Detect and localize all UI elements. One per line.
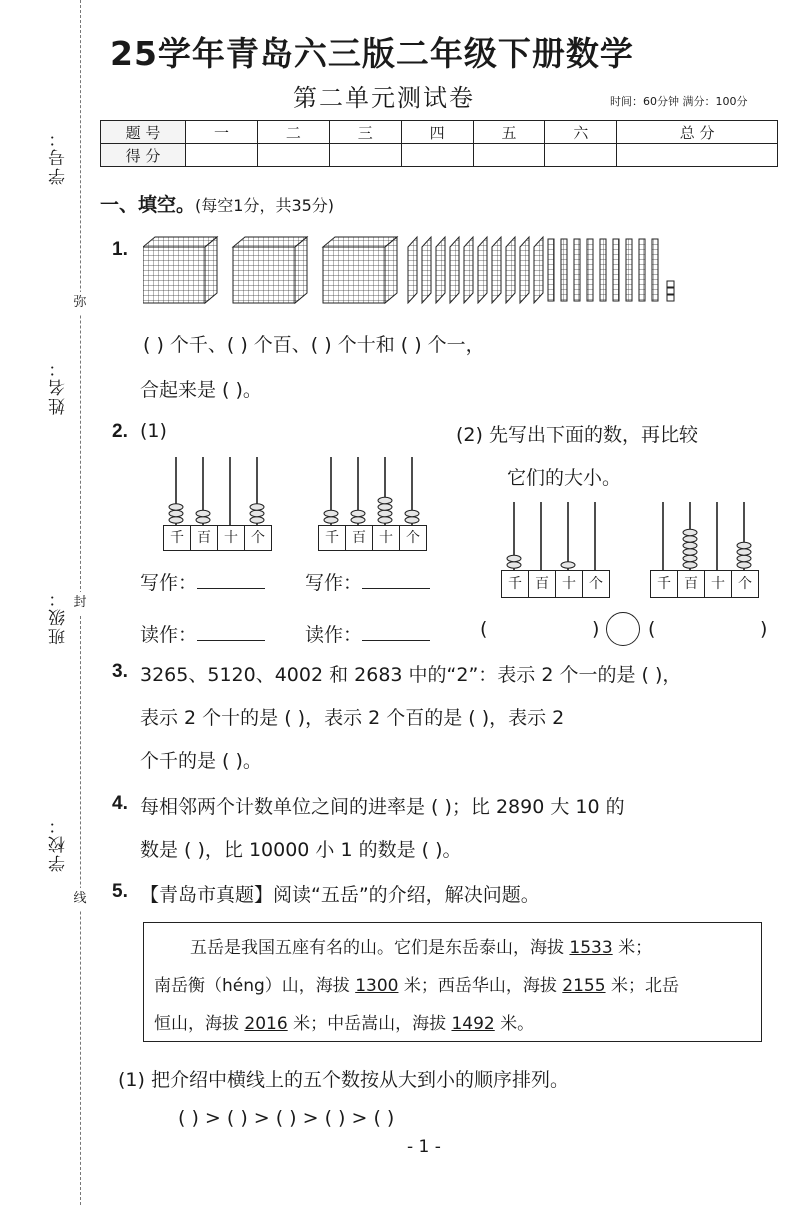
score-table: [100, 120, 778, 167]
answer-blank[interactable]: [197, 622, 265, 641]
passage-box: [143, 922, 762, 1042]
write-label: 写作：: [140, 572, 198, 594]
compare-paren-close: ): [760, 618, 768, 640]
page-title: 25学年青岛六三版二年级下册数学: [110, 34, 634, 73]
question-line: 每相邻两个计数单位之间的进率是 ( )；比 2890 大 10 的: [140, 796, 625, 818]
abacus-bead: [250, 510, 264, 516]
place-label: 百: [346, 526, 373, 550]
place-label: 十: [218, 526, 245, 550]
place-label: 千: [502, 571, 529, 597]
base-ten-blocks: [143, 235, 693, 307]
abacus-bead: [683, 562, 697, 568]
passage-line: 南岳衡（héng）山，海拔 1300 米；西岳华山，海拔 2155 米；北岳: [154, 976, 679, 996]
section-heading: [100, 190, 334, 217]
abacus-rods: [650, 500, 758, 570]
table-cell: 三: [329, 121, 401, 144]
abacus-bead: [737, 555, 751, 561]
seal-char: 封: [69, 592, 91, 614]
unit-cubes: [667, 281, 674, 301]
underlined-number: 2155: [562, 976, 606, 996]
abacus-rods: [501, 500, 609, 570]
question-line: 合起来是 ( )。: [140, 379, 262, 401]
seal-char: 弥: [69, 292, 91, 314]
abacus-bead: [250, 517, 264, 523]
score-cell[interactable]: [545, 144, 617, 167]
abacus-bead: [324, 517, 338, 523]
abacus-bead: [351, 517, 365, 523]
compare-circle[interactable]: [606, 612, 640, 646]
question-line: (1) 把介绍中横线上的五个数按从大到小的顺序排列。: [118, 1069, 569, 1091]
place-label: 十: [556, 571, 583, 597]
place-label: 个: [738, 576, 752, 592]
abacus-bead: [507, 555, 521, 561]
compare-paren-open: (: [480, 618, 488, 640]
abacus-bead: [378, 517, 392, 523]
write-row: [305, 568, 430, 595]
abacus-bead: [737, 542, 751, 548]
underlined-number: 1300: [355, 976, 399, 996]
place-label: 个: [406, 530, 420, 546]
place-label: 百: [191, 526, 218, 550]
abacus-bead: [378, 510, 392, 516]
place-label: 千: [651, 571, 678, 597]
score-cell[interactable]: [186, 144, 258, 167]
seal-char: 线: [69, 888, 91, 910]
underlined-number: 1492: [451, 1014, 495, 1034]
abacus-bead: [169, 510, 183, 516]
table-cell: 四: [401, 121, 473, 144]
question-number: 3.: [112, 661, 128, 682]
compare-paren-open: (: [648, 618, 656, 640]
abacus-bead: [683, 555, 697, 561]
student-id-label: 学号：: [49, 128, 69, 185]
read-label: 读作：: [140, 624, 198, 646]
answer-blank[interactable]: [362, 570, 430, 589]
abacus: [318, 455, 426, 551]
order-answer-line[interactable]: ( ) > ( ) > ( ) > ( ) > ( ): [178, 1107, 395, 1129]
table-cell: 总 分: [617, 121, 778, 144]
table-row: [101, 121, 778, 144]
place-label: 个: [589, 576, 603, 592]
place-label: 千: [164, 526, 191, 550]
abacus-bead: [561, 562, 575, 568]
place-label: 百: [678, 571, 705, 597]
abacus-bead: [683, 549, 697, 555]
class-label: 班级：: [49, 588, 69, 645]
answer-blank[interactable]: [362, 622, 430, 641]
abacus: [501, 500, 609, 600]
question-line: (2) 先写出下面的数，再比较: [456, 424, 698, 446]
thousand-cube: [143, 237, 217, 303]
table-cell: 二: [257, 121, 329, 144]
ten-rods: [548, 239, 658, 301]
write-label: 写作：: [305, 572, 363, 594]
place-value-labels: [501, 570, 610, 598]
abacus-rods: [163, 455, 271, 525]
thousand-cube: [233, 237, 307, 303]
page-number: - 1 -: [407, 1137, 441, 1157]
abacus-bead: [405, 510, 419, 516]
place-label: 个: [251, 530, 265, 546]
table-row: [101, 144, 778, 167]
abacus-bead: [683, 542, 697, 548]
table-cell: 一: [186, 121, 258, 144]
question-part: (1): [140, 420, 167, 442]
abacus-bead: [324, 510, 338, 516]
place-label: 千: [319, 526, 346, 550]
exam-meta: 时间：60分钟 满分：100分: [610, 95, 748, 108]
question-line: 数是 ( )，比 10000 小 1 的数是 ( )。: [140, 839, 462, 861]
score-cell[interactable]: [257, 144, 329, 167]
answer-blank[interactable]: [197, 570, 265, 589]
write-row: [140, 568, 265, 595]
section-note: (每空1分，共35分): [195, 196, 335, 215]
read-row: [305, 620, 430, 647]
place-label: 十: [705, 571, 732, 597]
place-label: 百: [529, 571, 556, 597]
hundred-flats: [408, 237, 543, 303]
abacus-bead: [250, 504, 264, 510]
abacus-bead: [169, 517, 183, 523]
place-label: 十: [373, 526, 400, 550]
question-line: 【青岛市真题】阅读“五岳”的介绍，解决问题。: [140, 884, 540, 906]
abacus-bead: [378, 504, 392, 510]
underlined-number: 2016: [244, 1014, 288, 1034]
abacus: [650, 500, 758, 600]
abacus-bead: [196, 517, 210, 523]
score-cell[interactable]: [401, 144, 473, 167]
name-label: 姓名：: [49, 358, 69, 415]
thousand-cube: [323, 237, 397, 303]
score-cell[interactable]: [329, 144, 401, 167]
read-row: [140, 620, 265, 647]
abacus: [163, 455, 271, 551]
table-cell: 五: [473, 121, 545, 144]
passage-line: 恒山，海拔 2016 米；中岳嵩山，海拔 1492 米。: [154, 1014, 535, 1034]
abacus-bead: [378, 497, 392, 503]
question-number: 4.: [112, 793, 128, 814]
read-label: 读作：: [305, 624, 363, 646]
abacus-bead: [683, 529, 697, 535]
question-number: 5.: [112, 881, 128, 902]
table-cell: 题 号: [101, 121, 186, 144]
abacus-rods: [318, 455, 426, 525]
table-cell: 六: [545, 121, 617, 144]
question-line: 它们的大小。: [507, 467, 622, 489]
abacus-bead: [507, 562, 521, 568]
abacus-bead: [737, 549, 751, 555]
school-label: 学校：: [49, 815, 69, 872]
abacus-bead: [683, 536, 697, 542]
underlined-number: 1533: [569, 938, 613, 958]
page-subtitle: 第二单元测试卷: [293, 84, 475, 112]
abacus-bead: [351, 510, 365, 516]
abacus-bead: [737, 562, 751, 568]
abacus-bead: [196, 510, 210, 516]
compare-paren-close: ): [592, 618, 600, 640]
question-line: 个千的是 ( )。: [140, 750, 262, 772]
place-value-labels: [318, 525, 427, 551]
question-number: 2.: [112, 421, 128, 442]
score-cell[interactable]: [473, 144, 545, 167]
abacus-bead: [169, 504, 183, 510]
place-value-labels: [163, 525, 272, 551]
place-value-labels: [650, 570, 759, 598]
table-cell: 得 分: [101, 144, 186, 167]
passage-line: 五岳是我国五座有名的山。它们是东岳泰山，海拔 1533 米；: [190, 938, 653, 958]
question-line: 表示 2 个十的是 ( )，表示 2 个百的是 ( )，表示 2: [140, 707, 565, 729]
question-number: 1.: [112, 239, 128, 260]
question-line: 3265、5120、4002 和 2683 中的“2”：表示 2 个一的是 ( )，: [140, 664, 682, 686]
question-line: ( ) 个千、( ) 个百、( ) 个十和 ( ) 个一，: [143, 334, 485, 356]
section-title: 一、填空。: [100, 194, 196, 216]
score-cell[interactable]: [617, 144, 778, 167]
abacus-bead: [405, 517, 419, 523]
